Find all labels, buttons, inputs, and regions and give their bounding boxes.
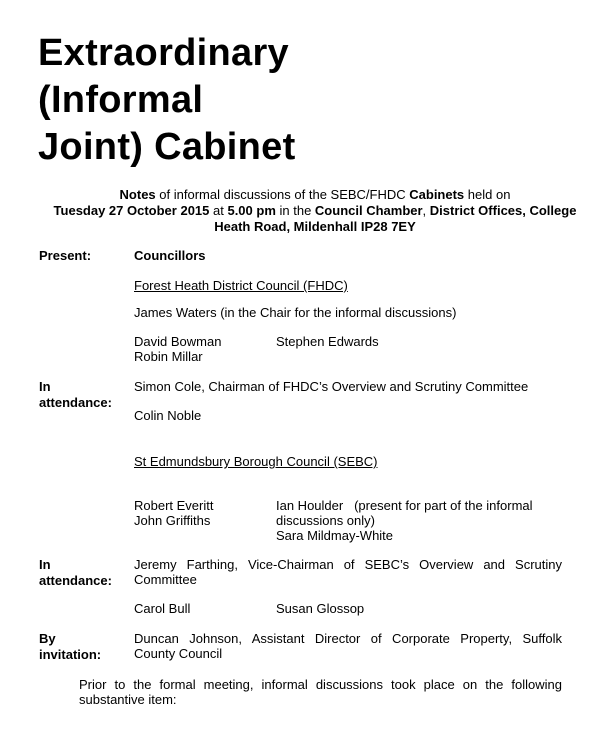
sebc-council-heading: St Edmundsbury Borough Council (SEBC): [134, 454, 378, 469]
meeting-room: Council Chamber: [314, 203, 423, 218]
attendance-label-2-line-1: In: [39, 557, 51, 572]
sebc-member-3-note-cont: discussions only): [276, 513, 375, 528]
attendee-jeremy-farthing-cont: Committee: [134, 572, 197, 587]
title-line-3: Joint) Cabinet: [38, 126, 296, 168]
page-title: [38, 30, 296, 171]
invitation-label: [39, 631, 101, 663]
intro-cabinets: Cabinets: [409, 187, 465, 202]
councillors-heading: Councillors: [134, 248, 206, 263]
invitation-label-line-2: invitation:: [39, 647, 102, 662]
attendance-label-1-line-2: attendance:: [39, 395, 112, 410]
attendee-jeremy-farthing: Jeremy Farthing, Vice-Chairman of SEBC’s Overview and Scrutiny: [134, 557, 562, 572]
title-line-1: Extraordinary: [38, 32, 289, 74]
meeting-date: Tuesday 27 October 2015: [53, 203, 210, 218]
intro-text-2: held on: [464, 187, 511, 202]
meeting-venue: District Offices, College Heath Road, Mildenhall IP28 7EY: [214, 203, 577, 234]
meeting-time: 5.00 pm: [227, 203, 276, 218]
intro-text-5: ,: [422, 203, 430, 218]
intro-text-4: in the: [275, 203, 315, 218]
sebc-member-4: Sara Mildmay-White: [276, 528, 394, 543]
sebc-member-3-note: (present for part of the informal: [354, 498, 533, 513]
attendance-label-2: [39, 557, 112, 589]
fhdc-council-heading: Forest Heath District Council (FHDC): [134, 278, 348, 293]
title-line-2: (Informal: [38, 79, 204, 121]
closing-line-2: substantive item:: [79, 692, 177, 707]
intro-text-3: at: [209, 203, 228, 218]
chair-entry: James Waters (in the Chair for the informal discussions): [134, 305, 457, 320]
invitation-label-line-1: By: [39, 631, 56, 646]
attendee-carol-bull: Carol Bull: [134, 601, 191, 616]
sebc-member-1: Robert Everitt: [134, 498, 214, 513]
meeting-intro: [40, 187, 590, 235]
present-label: Present:: [39, 248, 92, 263]
attendee-susan-glossop: Susan Glossop: [276, 601, 365, 616]
intro-notes: Notes: [119, 187, 156, 202]
closing-line-1: Prior to the formal meeting, informal discussions took place on the following: [79, 677, 562, 692]
fhdc-member-3: Stephen Edwards: [276, 334, 379, 349]
sebc-member-3-name: Ian Houlder: [276, 498, 344, 513]
sebc-member-3: [276, 498, 533, 513]
attendee-colin-noble: Colin Noble: [134, 408, 202, 423]
invitee-duncan-johnson: Duncan Johnson, Assistant Director of Corporate Property, Suffolk: [134, 631, 562, 646]
invitee-duncan-johnson-cont: County Council: [134, 646, 223, 661]
attendance-label-1: [39, 379, 112, 411]
fhdc-member-1: David Bowman: [134, 334, 222, 349]
intro-line-1: [40, 187, 590, 203]
attendance-label-2-line-2: attendance:: [39, 573, 112, 588]
sebc-member-2: John Griffiths: [134, 513, 211, 528]
intro-line-2: [40, 203, 590, 235]
attendee-simon-cole: Simon Cole, Chairman of FHDC’s Overview and Scrutiny Committee: [134, 379, 529, 394]
fhdc-member-2: Robin Millar: [134, 349, 203, 364]
intro-text-1: of informal discussions of the SEBC/FHDC: [155, 187, 410, 202]
attendance-label-1-line-1: In: [39, 379, 51, 394]
